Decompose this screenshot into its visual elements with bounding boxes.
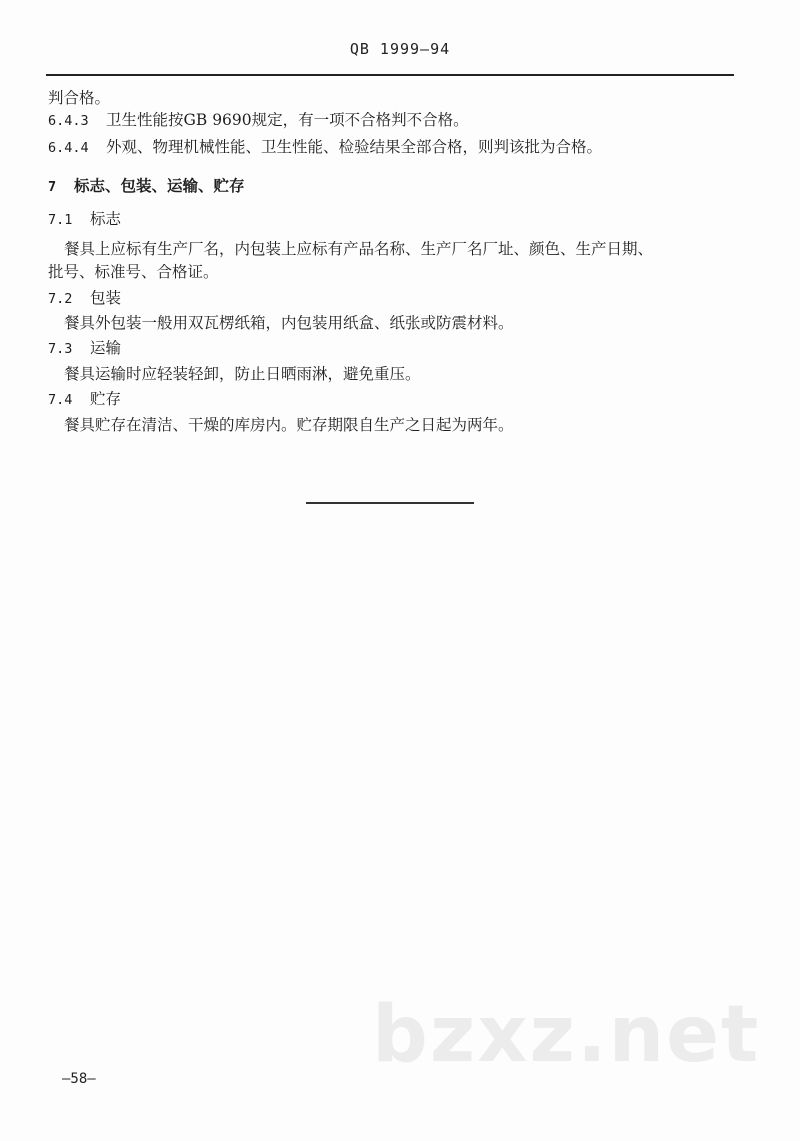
clause-text: 外观、物理机械性能、卫生性能、检验结果全部合格，则判该批为合格。 bbox=[106, 138, 603, 156]
continuation-text: 判合格。 bbox=[48, 89, 111, 107]
section-number: 7.1 bbox=[48, 212, 73, 228]
section-number: 7.4 bbox=[48, 392, 73, 408]
clause-text: 卫生性能按GB 9690规定，有一项不合格判不合格。 bbox=[106, 111, 469, 129]
section-title: 标志、包装、运输、贮存 bbox=[74, 176, 245, 195]
section-7-1-text-line-2: 批号、标准号、合格证。 bbox=[48, 263, 219, 281]
section-title: 标志 bbox=[90, 210, 122, 228]
section-7-4-text: 餐具贮存在清洁、干燥的库房内。贮存期限自生产之日起为两年。 bbox=[64, 416, 514, 434]
section-title: 贮存 bbox=[90, 390, 122, 408]
section-7-heading bbox=[48, 176, 245, 197]
standard-code-header: QB 1999—94 bbox=[349, 40, 451, 58]
section-7-3-heading bbox=[48, 338, 121, 359]
end-of-document-rule bbox=[306, 502, 474, 504]
section-7-4-heading bbox=[48, 389, 121, 410]
section-number: 7.3 bbox=[48, 341, 73, 357]
watermark: bzxz.net bbox=[372, 990, 761, 1080]
section-title: 包装 bbox=[90, 289, 122, 307]
section-title: 运输 bbox=[90, 339, 122, 357]
section-number: 7.2 bbox=[48, 291, 73, 307]
section-number: 7 bbox=[48, 179, 57, 195]
section-7-2-text: 餐具外包装一般用双瓦楞纸箱，内包装用纸盒、纸张或防震材料。 bbox=[64, 314, 514, 332]
section-7-2-heading bbox=[48, 288, 121, 309]
clause-6-4-4 bbox=[48, 137, 602, 158]
page-number: —58— bbox=[62, 1071, 96, 1087]
section-7-3-text: 餐具运输时应轻装轻卸，防止日晒雨淋，避免重压。 bbox=[64, 365, 421, 383]
clause-number: 6.4.3 bbox=[48, 113, 89, 129]
clause-number: 6.4.4 bbox=[48, 140, 89, 156]
section-7-1-heading bbox=[48, 209, 121, 230]
clause-6-4-3 bbox=[48, 110, 469, 131]
section-7-1-text-line-1: 餐具上应标有生产厂名，内包装上应标有产品名称、生产厂名厂址、颜色、生产日期、 bbox=[64, 240, 654, 258]
header-rule bbox=[46, 74, 734, 76]
